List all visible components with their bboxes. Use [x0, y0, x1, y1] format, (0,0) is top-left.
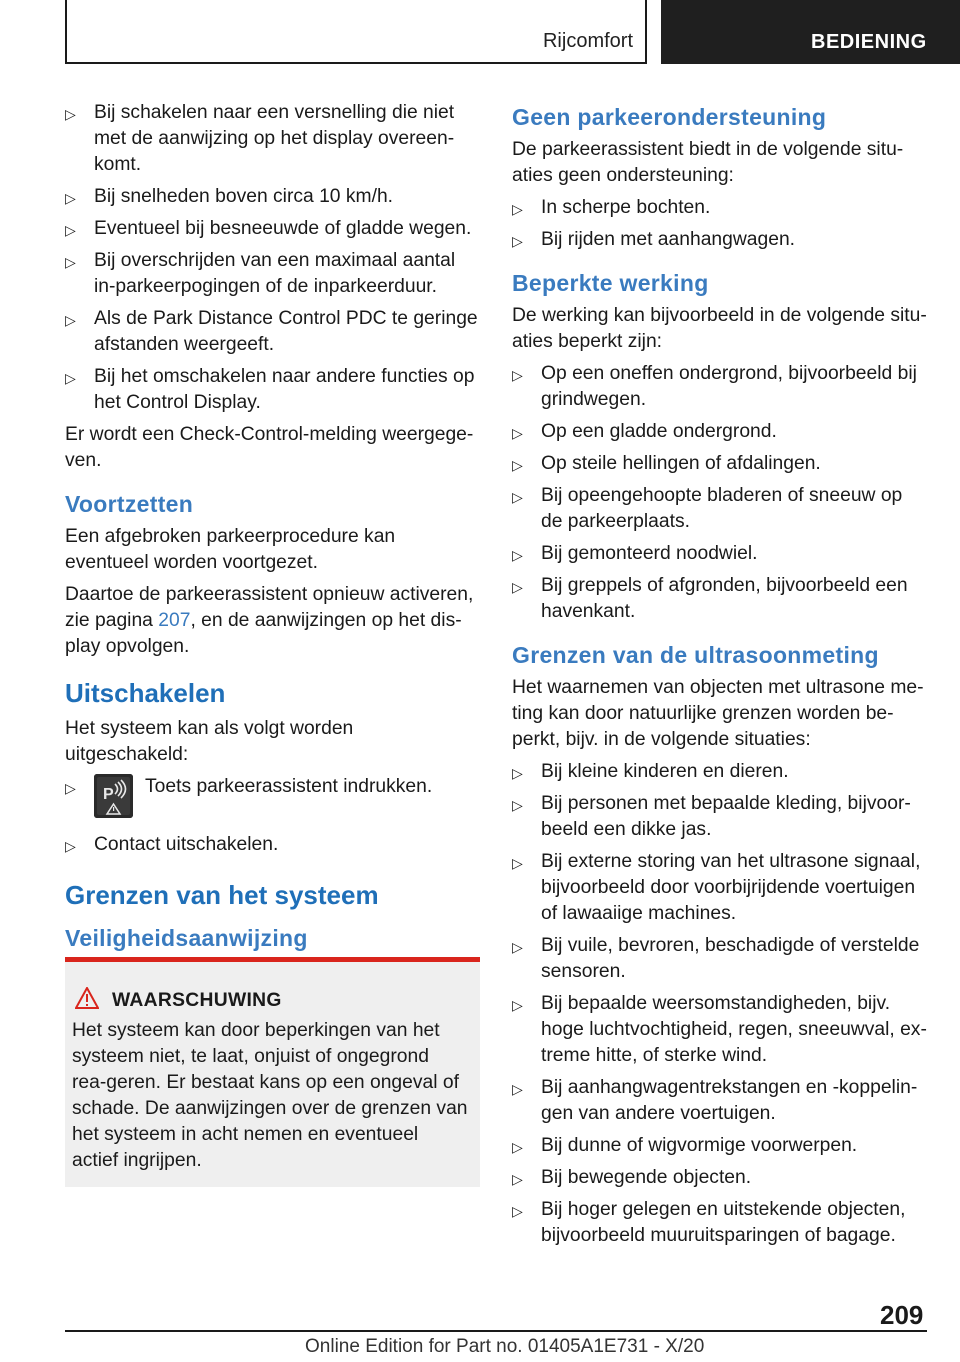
triangle-bullet-icon: ▷: [512, 1171, 523, 1187]
list-item: ▷ Op een gladde ondergrond.: [512, 419, 927, 445]
warning-title: WAARSCHUWING: [112, 990, 282, 1011]
list-item: ▷ Bij vuile, bevroren, beschadigde of verstelde sensoren.: [512, 935, 920, 982]
triangle-bullet-icon: ▷: [512, 579, 523, 595]
list-item: ▷ Bij het omschakelen naar andere functies op het Control Display.: [65, 366, 475, 413]
list-item: ▷ Bij dunne of wigvormige voorwerpen.: [512, 1133, 927, 1159]
triangle-bullet-icon: ▷: [65, 254, 76, 270]
paragraph: Een afgebroken parkeerprocedure kan eventueel worden voortgezet.: [65, 526, 396, 573]
page-link[interactable]: 207: [158, 610, 191, 631]
triangle-bullet-icon: ▷: [512, 489, 523, 505]
heading-grenzen-ultrasoonmeting: Grenzen van de ultrasoonmeting: [512, 642, 879, 668]
page-number: 209: [880, 1300, 924, 1330]
list-item: ▷ Op steile hellingen of afdalingen.: [512, 451, 927, 477]
triangle-bullet-icon: ▷: [512, 997, 523, 1013]
footer-edition: Online Edition for Part no. 01405A1E731 - X/20: [305, 1336, 705, 1357]
list-item: ▷ Bij opeengehoopte bladeren of sneeuw op de parkeerplaats.: [512, 485, 903, 532]
triangle-bullet-icon: ▷: [512, 1139, 523, 1155]
chapter-title: BEDIENING: [811, 31, 927, 53]
list-item: ▷ Bij kleine kinderen en dieren.: [512, 759, 927, 785]
triangle-bullet-icon: ▷: [512, 797, 523, 813]
list-item: ▷ In scherpe bochten.: [512, 195, 927, 221]
triangle-bullet-icon: ▷: [512, 939, 523, 955]
triangle-bullet-icon: ▷: [65, 780, 76, 796]
triangle-bullet-icon: ▷: [65, 222, 76, 238]
heading-beperkte-werking: Beperkte werking: [512, 270, 709, 296]
list-item: ▷ Bij overschrijden van een maximaal aantal in-parkeerpogingen of de inparkeerduur.: [65, 250, 456, 297]
paragraph: Daartoe de parkeerassistent opnieuw activeren, zie pagina 207, en de aanwijzingen op het dis-play opvolgen.: [65, 584, 474, 657]
triangle-bullet-icon: ▷: [65, 838, 76, 854]
header-section-box: [65, 0, 647, 64]
triangle-bullet-icon: ▷: [512, 201, 523, 217]
list-item: ▷ Bij greppels of afgronden, bijvoorbeeld een havenkant.: [512, 575, 908, 622]
paragraph: De parkeerassistent biedt in de volgende situ-aties geen ondersteuning:: [512, 139, 904, 186]
list-item: ▷ Bij snelheden boven circa 10 km/h.: [65, 184, 480, 210]
warning-body: Het systeem kan door beperkingen van het systeem niet, te laat, onjuist of ongegrond rea-geren. Er bestaat kans op een ongeval of schade. De aanwijzingen over de grenzen van het systeem in acht nemen en eventueel actief ingrijpen.: [72, 1020, 468, 1171]
chapter-tab: [661, 0, 960, 64]
triangle-bullet-icon: ▷: [512, 367, 523, 383]
triangle-bullet-icon: ▷: [65, 370, 76, 386]
heading-voortzetten: Voortzetten: [65, 491, 194, 517]
triangle-bullet-icon: ▷: [512, 425, 523, 441]
paragraph: De werking kan bijvoorbeeld in de volgende situ-aties beperkt zijn:: [512, 305, 927, 352]
svg-text:P: P: [103, 786, 114, 803]
triangle-bullet-icon: ▷: [512, 855, 523, 871]
triangle-bullet-icon: ▷: [512, 1203, 523, 1219]
list-item: ▷ Bij aanhangwagentrekstangen en -koppelin-gen van andere voertuigen.: [512, 1077, 918, 1124]
triangle-bullet-icon: ▷: [512, 547, 523, 563]
list-item: ▷ Bij bepaalde weersomstandigheden, bijv. hoge luchtvochtigheid, regen, sneeuwval, ex-treme hitte, of sterke wind.: [512, 993, 927, 1066]
left-column: [65, 100, 480, 958]
right-column: [512, 100, 927, 1255]
list-item: ▷ Bij personen met bepaalde kleding, bijvoor-beeld een dikke jas.: [512, 793, 911, 840]
triangle-bullet-icon: ▷: [65, 312, 76, 328]
triangle-bullet-icon: ▷: [512, 233, 523, 249]
footer-divider: [65, 1330, 927, 1332]
paragraph: Het waarnemen van objecten met ultrasone me-ting kan door natuurlijke grenzen worden be-perkt, bijv. in de volgende situaties:: [512, 677, 924, 750]
warning-triangle-icon: [75, 987, 99, 1009]
heading-veiligheid: Veiligheidsaanwijzing: [65, 925, 308, 951]
list-item: ▷ Bij bewegende objecten.: [512, 1165, 927, 1191]
section-title: Rijcomfort: [542, 30, 633, 52]
triangle-bullet-icon: ▷: [512, 765, 523, 781]
list-item: ▷ Bij hoger gelegen en uitstekende objecten, bijvoorbeeld muuruitsparingen of bagage.: [512, 1199, 906, 1246]
triangle-bullet-icon: ▷: [65, 106, 76, 122]
list-item: ▷ Eventueel bij besneeuwde of gladde wegen.: [65, 216, 480, 242]
list-item: ▷ Bij externe storing van het ultrasone signaal, bijvoorbeeld door voorbijrijdende voertuigen of lawaaiige machines.: [512, 851, 921, 924]
list-item: ▷ Op een oneffen ondergrond, bijvoorbeeld bij grindwegen.: [512, 363, 917, 410]
heading-uitschakelen: Uitschakelen: [65, 678, 226, 708]
list-item: ▷ Bij gemonteerd noodwiel.: [512, 541, 927, 567]
list-item: ▷ Bij schakelen naar een versnelling die niet met de aanwijzing op het display overeen-komt.: [65, 102, 455, 175]
list-item: ▷ P Toets parkeerassistent indrukken.: [65, 774, 480, 826]
list-item: ▷ Als de Park Distance Control PDC te geringe afstanden weergeeft.: [65, 308, 478, 355]
heading-grenzen: Grenzen van het systeem: [65, 880, 379, 910]
list-item: ▷ Contact uitschakelen.: [65, 832, 480, 858]
list-item: ▷ Bij rijden met aanhangwagen.: [512, 227, 927, 253]
triangle-bullet-icon: ▷: [512, 457, 523, 473]
parking-assistant-button-icon: [94, 774, 133, 818]
triangle-bullet-icon: ▷: [512, 1081, 523, 1097]
paragraph: Het systeem kan als volgt worden uitgeschakeld:: [65, 718, 354, 765]
paragraph: Er wordt een Check-Control-melding weergege-ven.: [65, 424, 474, 471]
triangle-bullet-icon: ▷: [65, 190, 76, 206]
warning-box: [65, 957, 480, 1187]
heading-geen-parkeerondersteuning: Geen parkeerondersteuning: [512, 104, 827, 130]
